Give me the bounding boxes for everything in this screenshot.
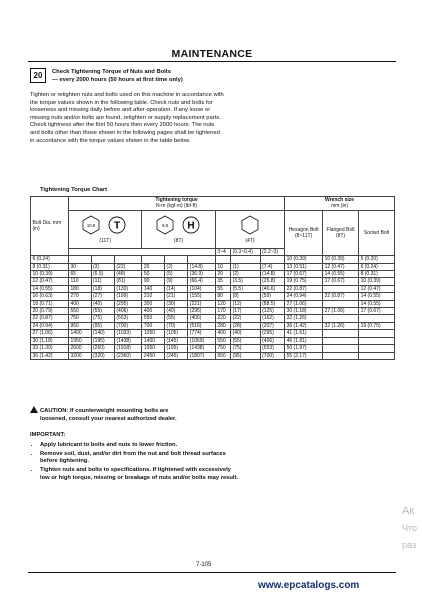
table-cell: (75) — [231, 345, 261, 352]
table-cell: 1400 — [69, 330, 92, 337]
table-cell: 140 — [142, 285, 165, 292]
table-cell: (1033) — [114, 330, 142, 337]
table-cell: 27 (1.06) — [285, 300, 323, 307]
table-cell: 24 (0.94) — [31, 322, 69, 329]
table-row — [31, 256, 395, 263]
important-item: • Apply lubricant to bolts and nuts to lower friction. — [40, 442, 240, 450]
footer-rule — [28, 572, 396, 573]
table-cell: 41 (1.61) — [285, 330, 323, 337]
table-cell — [323, 337, 359, 344]
table-cell: (3.5) — [231, 278, 261, 285]
table-cell: 19 (0.75) — [359, 322, 395, 329]
grade-10-9-label: 10.9 — [87, 222, 96, 228]
grade-8-8-label: 8.8 — [161, 222, 168, 228]
table-cell: (2360) — [114, 352, 142, 359]
ghost-text: Ак — [402, 505, 415, 517]
table-cell: (1438) — [114, 337, 142, 344]
table-cell: 30 (1.18) — [31, 337, 69, 344]
table-cell: (14.8) — [260, 271, 284, 278]
header-rule — [28, 61, 396, 62]
table-cell: 300 — [142, 300, 165, 307]
table-cell: (95) — [91, 322, 114, 329]
table-cell: (700) — [260, 352, 284, 359]
table-cell: 120 — [215, 300, 230, 307]
table-cell: (406) — [260, 337, 284, 344]
hex-head-icon — [242, 216, 258, 234]
intro-paragraph: Tighten or retighten nuts and bolts used on this machine in accordance with the torque values shown in the following table. Check nuts and bolts for looseness and missing daily before and after operation. If any loose or missing nuts and/or bolts are found, retighten or supply replacement parts. Check tightness after the first 50 hours then every 2000 hours. The nuts and bolts other than those shown in the following pages shall be tightened in accordance with the torque values shown in the table below. — [30, 92, 224, 144]
table-cell: 13 (0.51) — [285, 263, 323, 270]
table-cell: 1450 — [142, 337, 165, 344]
important-item: • Remove soil, dust, and/or dirt from the nut and bolt thread surfaces before tightening. — [40, 451, 240, 466]
table-cell: (27) — [91, 293, 114, 300]
section-title — [52, 68, 183, 84]
table-cell: (7.4) — [260, 263, 284, 270]
table-cell: 12 (0.47) — [323, 263, 359, 270]
table-cell — [231, 256, 261, 263]
table-cell: 10 (0.39) — [359, 278, 395, 285]
grade-4t-label: (4T) — [245, 238, 255, 245]
table-cell: (70) — [164, 322, 187, 329]
page-number: 7-105 — [196, 562, 212, 568]
table-cell: (195) — [164, 345, 187, 352]
table-cell: (2) — [231, 271, 261, 278]
table-cell: 2600 — [69, 345, 92, 352]
chart-title: Tightening Torque Chart — [40, 187, 108, 193]
table-cell: 10 (0.39) — [285, 256, 323, 263]
table-cell: 90 — [142, 278, 165, 285]
table-cell: (75) — [91, 315, 114, 322]
table-row — [31, 263, 395, 270]
table-cell: (553) — [114, 315, 142, 322]
torque-table-body — [31, 256, 395, 360]
table-cell: 65 — [69, 271, 92, 278]
table-cell: (6.5) — [91, 271, 114, 278]
table-cell: (12) — [231, 300, 261, 307]
icon-cell-11t — [69, 210, 142, 248]
table-cell: (295) — [188, 308, 216, 315]
table-cell: 14 (0.55) — [359, 293, 395, 300]
table-cell: 170 — [215, 308, 230, 315]
table-cell: (40) — [91, 300, 114, 307]
table-cell: 22 (0.87) — [323, 293, 359, 300]
table-cell — [323, 345, 359, 352]
table-cell: 1950 — [69, 337, 92, 344]
table-cell: (553) — [260, 345, 284, 352]
caution-line2: loosened, consult your nearest authorized dealer. — [40, 415, 177, 422]
table-cell: 10 (0.39) — [31, 271, 69, 278]
table-cell: 12 (0.47) — [31, 278, 69, 285]
table-cell: 750 — [69, 315, 92, 322]
table-cell: 30 — [69, 263, 92, 270]
table-cell: 210 — [142, 293, 165, 300]
table-cell: (162) — [260, 315, 284, 322]
table-cell: 550 — [142, 315, 165, 322]
bolt-dia-header: Bolt Dia. mm (in) — [31, 197, 69, 256]
table-cell — [323, 330, 359, 337]
icon-cell-4t — [215, 210, 284, 248]
table-cell: 6 (0.24) — [31, 256, 69, 263]
table-cell: (140) — [91, 330, 114, 337]
table-cell — [359, 345, 395, 352]
table-cell: 27 (1.06) — [323, 308, 359, 315]
table-cell: (55) — [231, 337, 261, 344]
table-cell: 14 (0.55) — [359, 300, 395, 307]
table-cell: 16 (0.63) — [31, 293, 69, 300]
table-cell: 36 (1.42) — [31, 352, 69, 359]
table-cell — [142, 256, 165, 263]
table-cell: 30 (1.18) — [285, 308, 323, 315]
table-cell — [359, 330, 395, 337]
caution-line1: CAUTION: If counterweight mounting bolts are — [40, 408, 169, 414]
table-row — [31, 300, 395, 307]
table-cell — [323, 315, 359, 322]
table-cell — [359, 315, 395, 322]
table-cell: 2450 — [142, 352, 165, 359]
table-cell: 22 (0.87) — [31, 315, 69, 322]
table-cell: (1438) — [188, 345, 216, 352]
table-cell: 1950 — [142, 345, 165, 352]
table-row — [31, 345, 395, 352]
wrench-header — [285, 197, 395, 211]
table-cell: 3200 — [69, 352, 92, 359]
table-cell: (21) — [164, 293, 187, 300]
table-cell: 110 — [69, 278, 92, 285]
table-cell — [215, 256, 230, 263]
table-cell: 24 (0.94) — [285, 293, 323, 300]
table-cell: 17 (0.67) — [359, 308, 395, 315]
table-cell: (125) — [260, 308, 284, 315]
table-cell: 12 (0.47) — [359, 285, 395, 292]
grade-8t-icons — [151, 214, 207, 236]
flanged-bolt-header: Flanged Bolt (8T) — [323, 210, 359, 255]
table-cell: (18) — [91, 285, 114, 292]
table-cell: 400 — [215, 330, 230, 337]
table-row — [31, 337, 395, 344]
table-cell: 27 (1.06) — [31, 330, 69, 337]
table-cell: 14 (0.55) — [323, 271, 359, 278]
table-cell — [323, 352, 359, 359]
grade-11t-icons — [77, 214, 133, 236]
table-cell: 32 (1.26) — [285, 315, 323, 322]
table-cell: (1) — [231, 263, 261, 270]
important-list — [30, 442, 240, 483]
table-cell: 10 — [215, 263, 230, 270]
ghost-text: раз — [402, 540, 417, 550]
table-row — [31, 315, 395, 322]
table-cell: (2) — [164, 263, 187, 270]
table-cell: 950 — [69, 322, 92, 329]
table-cell: 20 — [215, 271, 230, 278]
important-title: IMPORTANT: — [30, 432, 66, 438]
table-cell: (260) — [91, 345, 114, 352]
table-cell: (95) — [231, 352, 261, 359]
table-cell: 80 — [215, 293, 230, 300]
torque-table — [30, 196, 395, 360]
table-cell: (40) — [164, 308, 187, 315]
table-cell: (28) — [231, 322, 261, 329]
watermark: www.epcatalogs.com — [258, 580, 360, 591]
ghost-text: Что — [402, 523, 418, 533]
table-cell: 14 (0.55) — [31, 285, 69, 292]
table-row — [31, 330, 395, 337]
table-cell: (406) — [188, 315, 216, 322]
table-cell — [188, 256, 216, 263]
table-cell: 17 (0.67) — [323, 278, 359, 285]
table-cell: 270 — [69, 293, 92, 300]
table-cell: 400 — [142, 308, 165, 315]
table-cell: 36 (1.42) — [285, 322, 323, 329]
table-cell: (5) — [164, 271, 187, 278]
table-cell: (40.6) — [260, 285, 284, 292]
table-cell: 32 (1.26) — [323, 322, 359, 329]
h-mark-label: H — [186, 220, 195, 232]
warning-triangle-icon — [30, 406, 38, 413]
table-cell: (40) — [231, 330, 261, 337]
table-cell: 18 (0.71) — [31, 300, 69, 307]
table-row — [31, 352, 395, 359]
table-cell: (25.8) — [260, 278, 284, 285]
table-cell: 8 (0.31) — [31, 263, 69, 270]
table-cell — [164, 256, 187, 263]
table-cell — [359, 352, 395, 359]
table-cell: 35 — [215, 278, 230, 285]
table-cell: 550 — [215, 337, 230, 344]
grade-8t-label: (8T) — [174, 238, 184, 245]
table-cell: 550 — [69, 308, 92, 315]
table-cell — [260, 256, 284, 263]
table-row — [31, 322, 395, 329]
table-row — [31, 285, 395, 292]
table-cell: (14) — [164, 285, 187, 292]
table-cell: 220 — [215, 315, 230, 322]
table-cell: 5 (0.20) — [359, 256, 395, 263]
torque-header — [69, 197, 285, 211]
table-cell: (155) — [188, 293, 216, 300]
table-cell: (48) — [114, 271, 142, 278]
section-title-line2: — every 2000 hours (50 hours at first time only) — [52, 77, 183, 83]
table-cell: (55) — [91, 308, 114, 315]
table-cell: 46 (1.81) — [285, 337, 323, 344]
table-cell: (221) — [188, 300, 216, 307]
table-cell: (5.5) — [231, 285, 261, 292]
table-cell: (81) — [114, 278, 142, 285]
table-cell — [114, 256, 142, 263]
table-cell: 55 — [215, 285, 230, 292]
table-cell: (8) — [231, 293, 261, 300]
section-title-line1: Check Tightening Torque of Nuts and Bolts — [52, 69, 171, 75]
table-cell: (700) — [114, 322, 142, 329]
table-cell: (55) — [164, 315, 187, 322]
sub-4t-c: (2.2~3) — [260, 248, 284, 255]
table-row — [31, 271, 395, 278]
table-cell: 33 (1.30) — [31, 345, 69, 352]
sub-4t-b: (0.3~0.4) — [231, 248, 261, 255]
table-cell: (320) — [91, 352, 114, 359]
grade-11t-label: (11T) — [99, 238, 111, 245]
wrench-header-units: mm (in) — [331, 203, 349, 210]
section-number: 20 — [30, 68, 46, 83]
table-cell: (30) — [164, 300, 187, 307]
important-block — [30, 432, 240, 484]
table-cell: 6 (0.24) — [359, 263, 395, 270]
table-cell: (59) — [260, 293, 284, 300]
table-cell: 22 (0.87) — [285, 285, 323, 292]
wrench-header-title: Wrench size — [324, 197, 355, 203]
table-cell: 1050 — [142, 330, 165, 337]
table-cell: (199) — [114, 293, 142, 300]
table-cell: 19 (0.75) — [285, 278, 323, 285]
table-cell: (22) — [114, 263, 142, 270]
table-cell: (22) — [231, 315, 261, 322]
table-cell: 10 (0.39) — [323, 256, 359, 263]
table-cell: (66.4) — [188, 278, 216, 285]
table-cell: 17 (0.67) — [285, 271, 323, 278]
table-cell: (17) — [231, 308, 261, 315]
torque-header-units: N·m (kgf·m) (lbf·ft) — [155, 203, 198, 210]
table-cell: (1069) — [188, 337, 216, 344]
table-cell — [69, 256, 92, 263]
table-cell: 400 — [69, 300, 92, 307]
table-cell: (104) — [188, 285, 216, 292]
table-cell: (145) — [164, 337, 187, 344]
table-cell: (774) — [188, 330, 216, 337]
table-cell: (195) — [91, 337, 114, 344]
table-cell: 20 (0.79) — [31, 308, 69, 315]
table-cell: (245) — [164, 352, 187, 359]
icon-cell-8t — [142, 210, 215, 248]
torque-header-title: Tightening torque — [155, 197, 198, 203]
table-cell — [323, 300, 359, 307]
table-cell: (207) — [260, 322, 284, 329]
table-cell: 20 — [142, 263, 165, 270]
socket-bolt-header: Socket Bolt — [359, 210, 395, 255]
table-cell: (133) — [114, 285, 142, 292]
sub-4t-a: 3~4 — [215, 248, 230, 255]
table-cell — [359, 337, 395, 344]
table-cell: 50 (1.97) — [285, 345, 323, 352]
table-cell: (3) — [91, 263, 114, 270]
table-cell: (516) — [188, 322, 216, 329]
table-cell: (14.8) — [188, 263, 216, 270]
table-row — [31, 308, 395, 315]
table-cell: (11) — [91, 278, 114, 285]
t-mark-label: T — [114, 220, 121, 232]
table-cell: (36.9) — [188, 271, 216, 278]
page-header-title: MAINTENANCE — [171, 48, 253, 60]
table-cell: 180 — [69, 285, 92, 292]
table-cell: (9) — [164, 278, 187, 285]
table-row — [31, 293, 395, 300]
blank-subheader — [69, 248, 216, 255]
table-cell: 750 — [215, 345, 230, 352]
grade-4t-icon — [238, 214, 262, 236]
table-cell — [323, 285, 359, 292]
hex-bolt-header: Hexagon Bolt (8~11T) — [285, 210, 323, 255]
table-cell: 8 (0.31) — [359, 271, 395, 278]
important-item: • Tighten nuts and bolts to specifications. If tightened with excessively low or high torque, missing or breakage of nuts and/or bolts may result. — [40, 467, 240, 482]
table-row — [31, 278, 395, 285]
caution-note — [30, 406, 177, 423]
table-cell: (1807) — [188, 352, 216, 359]
table-cell — [91, 256, 114, 263]
table-cell: (295) — [114, 300, 142, 307]
table-cell: 55 (2.17) — [285, 352, 323, 359]
table-cell: 50 — [142, 271, 165, 278]
table-cell: (1918) — [114, 345, 142, 352]
table-cell: (88.5) — [260, 300, 284, 307]
table-cell: (295) — [260, 330, 284, 337]
table-cell: (105) — [164, 330, 187, 337]
table-cell: (406) — [114, 308, 142, 315]
table-cell: 280 — [215, 322, 230, 329]
table-cell: 950 — [215, 352, 230, 359]
table-cell: 700 — [142, 322, 165, 329]
